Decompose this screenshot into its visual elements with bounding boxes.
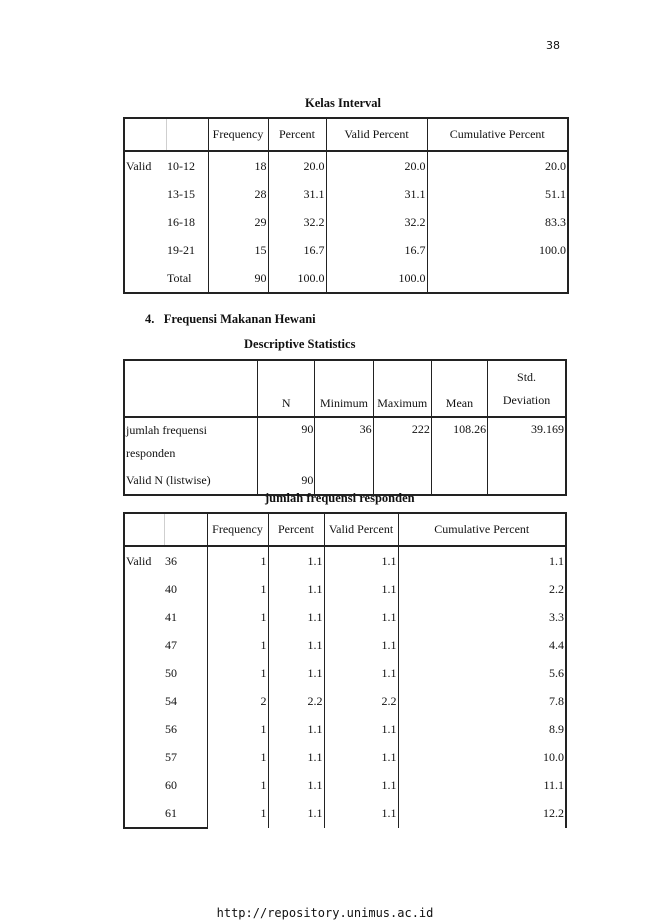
table-row: 47 1 1.1 1.1 4.4 bbox=[124, 631, 566, 659]
footer-url: http://repository.unimus.ac.id bbox=[216, 906, 434, 920]
table2-header-minimum: Minimum bbox=[315, 360, 373, 417]
section-title: Frequensi Makanan Hewani bbox=[163, 312, 316, 326]
table1-corner bbox=[124, 118, 166, 151]
table-row: Total 90 100.0 100.0 bbox=[124, 264, 568, 293]
row-label: 16-18 bbox=[167, 214, 195, 229]
page-number: 38 bbox=[546, 39, 560, 52]
table1-group-label: Valid bbox=[126, 158, 152, 173]
row-label: 36 bbox=[165, 553, 177, 568]
table-row: jumlah frequensi responden 90 36 222 108.26 39.169 bbox=[124, 417, 566, 466]
table3-header-frequency: Frequency bbox=[207, 513, 268, 546]
table1-header-row bbox=[124, 118, 568, 151]
table-row: Valid N (listwise) 90 bbox=[124, 466, 566, 495]
row-label: 57 bbox=[165, 749, 177, 764]
table-row: 40 1 1.1 1.1 2.2 bbox=[124, 575, 566, 603]
table3-jumlah-frequensi bbox=[123, 512, 567, 829]
table1-kelas-interval bbox=[123, 117, 569, 294]
table2-header-maximum: Maximum bbox=[373, 360, 431, 417]
table2-header-n: N bbox=[258, 360, 315, 417]
table-row: Valid 10-12 18 20.0 20.0 20.0 bbox=[124, 151, 568, 180]
row-label: 47 bbox=[165, 637, 177, 652]
section-heading bbox=[145, 312, 316, 327]
table-row: 50 1 1.1 1.1 5.6 bbox=[124, 659, 566, 687]
table3-corner bbox=[124, 513, 164, 546]
table-row: 57 1 1.1 1.1 10.0 bbox=[124, 743, 566, 771]
table3-header-cumulative-percent: Cumulative Percent bbox=[398, 513, 566, 546]
table-row: 16-18 29 32.2 32.2 83.3 bbox=[124, 208, 568, 236]
table1-header-cumulative-percent: Cumulative Percent bbox=[427, 118, 568, 151]
row-label: 40 bbox=[165, 581, 177, 596]
row-label: 54 bbox=[165, 693, 177, 708]
table3-title: jumlah frequensi responden bbox=[265, 491, 415, 505]
table-row: 56 1 1.1 1.1 8.9 bbox=[124, 715, 566, 743]
row-label: 19-21 bbox=[167, 242, 195, 257]
row-label: 50 bbox=[165, 665, 177, 680]
row-label: 61 bbox=[164, 799, 207, 828]
row-label: 56 bbox=[165, 721, 177, 736]
row-label: 13-15 bbox=[167, 186, 195, 201]
table1-header-percent: Percent bbox=[268, 118, 326, 151]
table2-header-row bbox=[124, 360, 566, 417]
table2-header-mean: Mean bbox=[431, 360, 487, 417]
table-row: 41 1 1.1 1.1 3.3 bbox=[124, 603, 566, 631]
table3-header-percent: Percent bbox=[268, 513, 324, 546]
row-label: jumlah frequensi responden bbox=[126, 423, 207, 460]
table-row: 54 2 2.2 2.2 7.8 bbox=[124, 687, 566, 715]
row-label: Valid N (listwise) bbox=[126, 472, 211, 487]
table1-header-frequency: Frequency bbox=[208, 118, 268, 151]
table-row: 61 1 1.1 1.1 12.2 bbox=[124, 799, 566, 828]
table3-header-valid-percent: Valid Percent bbox=[324, 513, 398, 546]
table2-header-std-deviation: Std. Deviation bbox=[488, 360, 566, 417]
table-row: 13-15 28 31.1 31.1 51.1 bbox=[124, 180, 568, 208]
table-row: 19-21 15 16.7 16.7 100.0 bbox=[124, 236, 568, 264]
row-label: 41 bbox=[165, 609, 177, 624]
table2-corner bbox=[124, 360, 258, 417]
table-row: Valid 36 1 1.1 1.1 1.1 bbox=[124, 546, 566, 575]
table3-group-label: Valid bbox=[126, 553, 152, 568]
table3-header-row bbox=[124, 513, 566, 546]
table2-descriptive-statistics bbox=[123, 359, 567, 496]
table2-title: Descriptive Statistics bbox=[244, 337, 356, 351]
row-label: 10-12 bbox=[167, 158, 195, 173]
table-row: 60 1 1.1 1.1 11.1 bbox=[124, 771, 566, 799]
row-label: Total bbox=[167, 270, 192, 285]
row-label: 60 bbox=[165, 777, 177, 792]
section-number: 4. bbox=[145, 312, 155, 326]
table1-header-valid-percent: Valid Percent bbox=[326, 118, 427, 151]
table1-title: Kelas Interval bbox=[305, 96, 382, 110]
